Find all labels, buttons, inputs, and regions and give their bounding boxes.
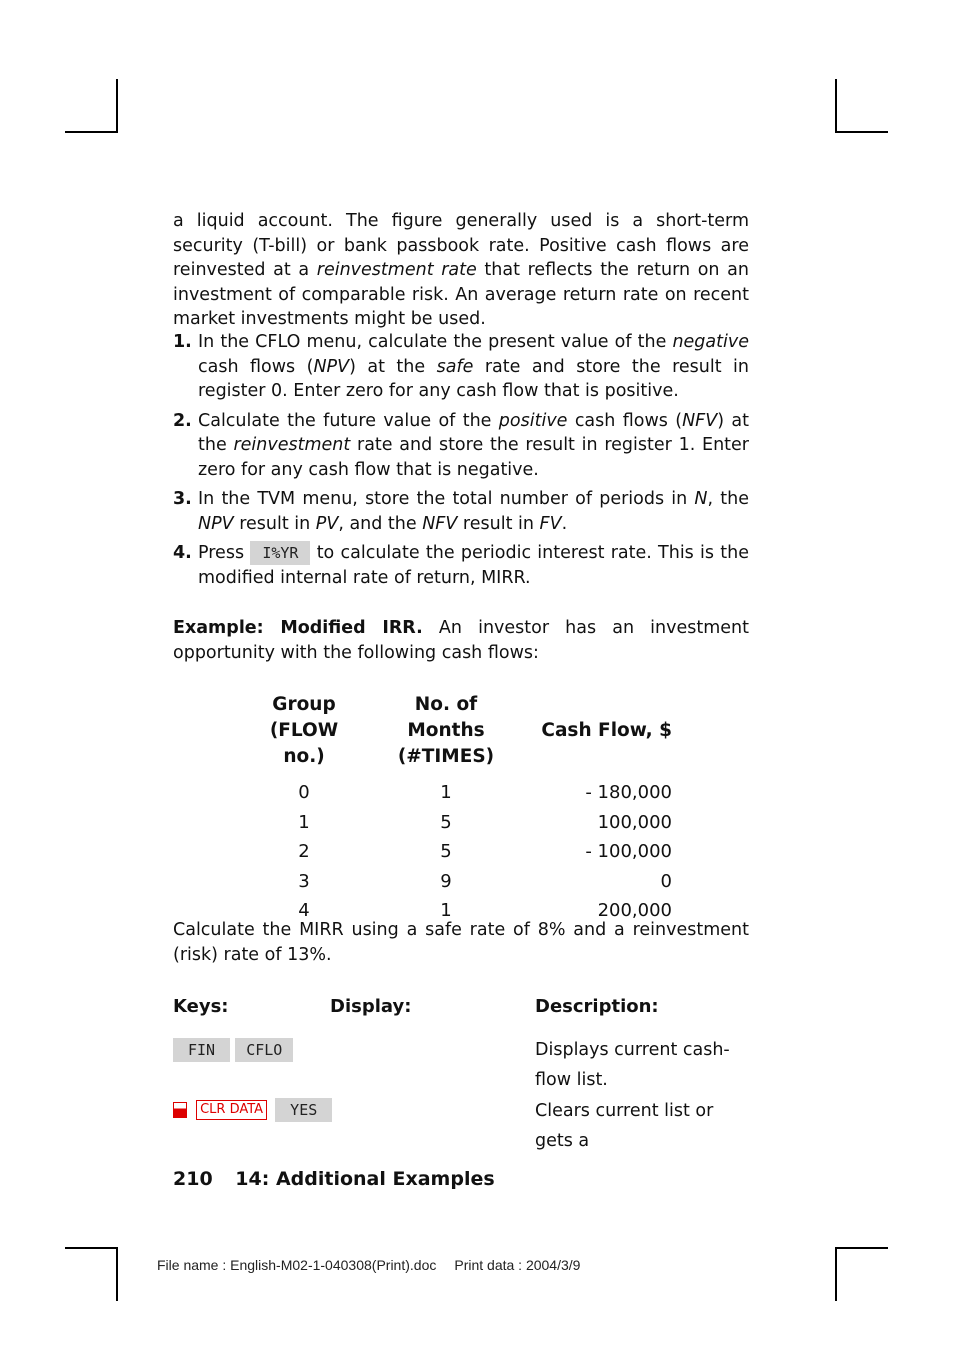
- reinvestment-rate-term: reinvestment rate: [316, 260, 477, 280]
- steps-list: [173, 330, 749, 590]
- keys-header: Keys:: [173, 996, 229, 1017]
- table-row: 1 5 100,000: [298, 811, 672, 833]
- crop-mark-bottom-left-horizontal: [65, 1247, 118, 1249]
- example-paragraph: Example: Modified IRR. An investor has an investment opportunity with the following cash flows:: [173, 618, 749, 663]
- i-yr-key[interactable]: I%YR: [250, 541, 310, 565]
- crop-mark-top-right-horizontal: [835, 131, 888, 133]
- calc-paragraph: Calculate the MIRR using a safe rate of 8% and a reinvestment (risk) rate of 13%.: [173, 920, 749, 965]
- clr-data-label: CLR DATA: [196, 1100, 267, 1120]
- chapter-title: 14: Additional Examples: [235, 1168, 495, 1190]
- step-4: 4. Press I%YR to calculate the periodic interest rate. This is the modified internal rate of return, MIRR.: [173, 543, 749, 588]
- table-row: 2 5 - 100,000: [298, 841, 672, 862]
- header-group: Group (FLOW no.): [269, 694, 339, 767]
- header-months: No. of Months (#TIMES): [397, 694, 495, 767]
- description-row-1: Displays current cash-flow list.: [535, 1040, 730, 1090]
- shift-key-icon[interactable]: [173, 1102, 187, 1118]
- file-name: File name : English-M02-1-040308(Print).doc: [157, 1257, 437, 1273]
- table-row: 0 1 - 180,000: [298, 782, 672, 803]
- crop-mark-bottom-right-vertical: [835, 1247, 837, 1301]
- step-number: 3.: [173, 489, 192, 509]
- table-row: 4 1 200,000: [298, 900, 672, 921]
- page-footer: [173, 1168, 495, 1190]
- step-1: 1. In the CFLO menu, calculate the present value of the negative cash flows (NPV) at the safe rate and store the result in register 0. Enter zero for any cash flow that is positive.: [173, 332, 749, 401]
- step-number: 2.: [173, 410, 192, 431]
- keys-row-1: [173, 1038, 293, 1062]
- header-cashflow: Cash Flow, $: [541, 720, 672, 741]
- crop-mark-top-right-vertical: [835, 79, 837, 133]
- table-header-row: [240, 692, 680, 778]
- crop-mark-bottom-left-vertical: [116, 1247, 118, 1301]
- crop-mark-top-left-horizontal: [65, 131, 118, 133]
- file-footer: [157, 1257, 580, 1273]
- keys-row-2: [173, 1098, 332, 1122]
- crop-mark-top-left-vertical: [116, 79, 118, 133]
- yes-key[interactable]: YES: [275, 1098, 332, 1122]
- crop-mark-bottom-right-horizontal: [835, 1247, 888, 1249]
- step-3: 3. In the TVM menu, store the total number of periods in N, the NPV result in PV, and the NFV result in FV.: [173, 489, 749, 534]
- step-2: 2. Calculate the future value of the positive cash flows (NFV) at the reinvestment rate and store the result in register 1. Enter zero for any cash flow that is negative.: [173, 410, 750, 480]
- display-header: Display:: [330, 996, 412, 1017]
- intro-paragraph: a liquid account. The figure generally used is a short-term security (T-bill) or bank passbook rate. Positive cash flows are reinvested at a reinvestment rate that reflects the return on an investment of comparable risk. An average return rate on recent market investments might be used.: [173, 211, 749, 329]
- step-number: 4.: [173, 543, 192, 563]
- cash-flow-table: [240, 692, 680, 926]
- description-header: Description:: [535, 996, 659, 1017]
- table-row: 3 9 0: [298, 870, 672, 892]
- cflo-key[interactable]: CFLO: [235, 1038, 293, 1062]
- description-row-2: Clears current list or gets a: [535, 1101, 714, 1151]
- print-date: Print data : 2004/3/9: [454, 1257, 581, 1273]
- step-number: 1.: [173, 332, 192, 352]
- page-number: 210: [173, 1168, 213, 1190]
- fin-key[interactable]: FIN: [173, 1038, 230, 1062]
- example-label: Example: Modified IRR.: [173, 618, 423, 638]
